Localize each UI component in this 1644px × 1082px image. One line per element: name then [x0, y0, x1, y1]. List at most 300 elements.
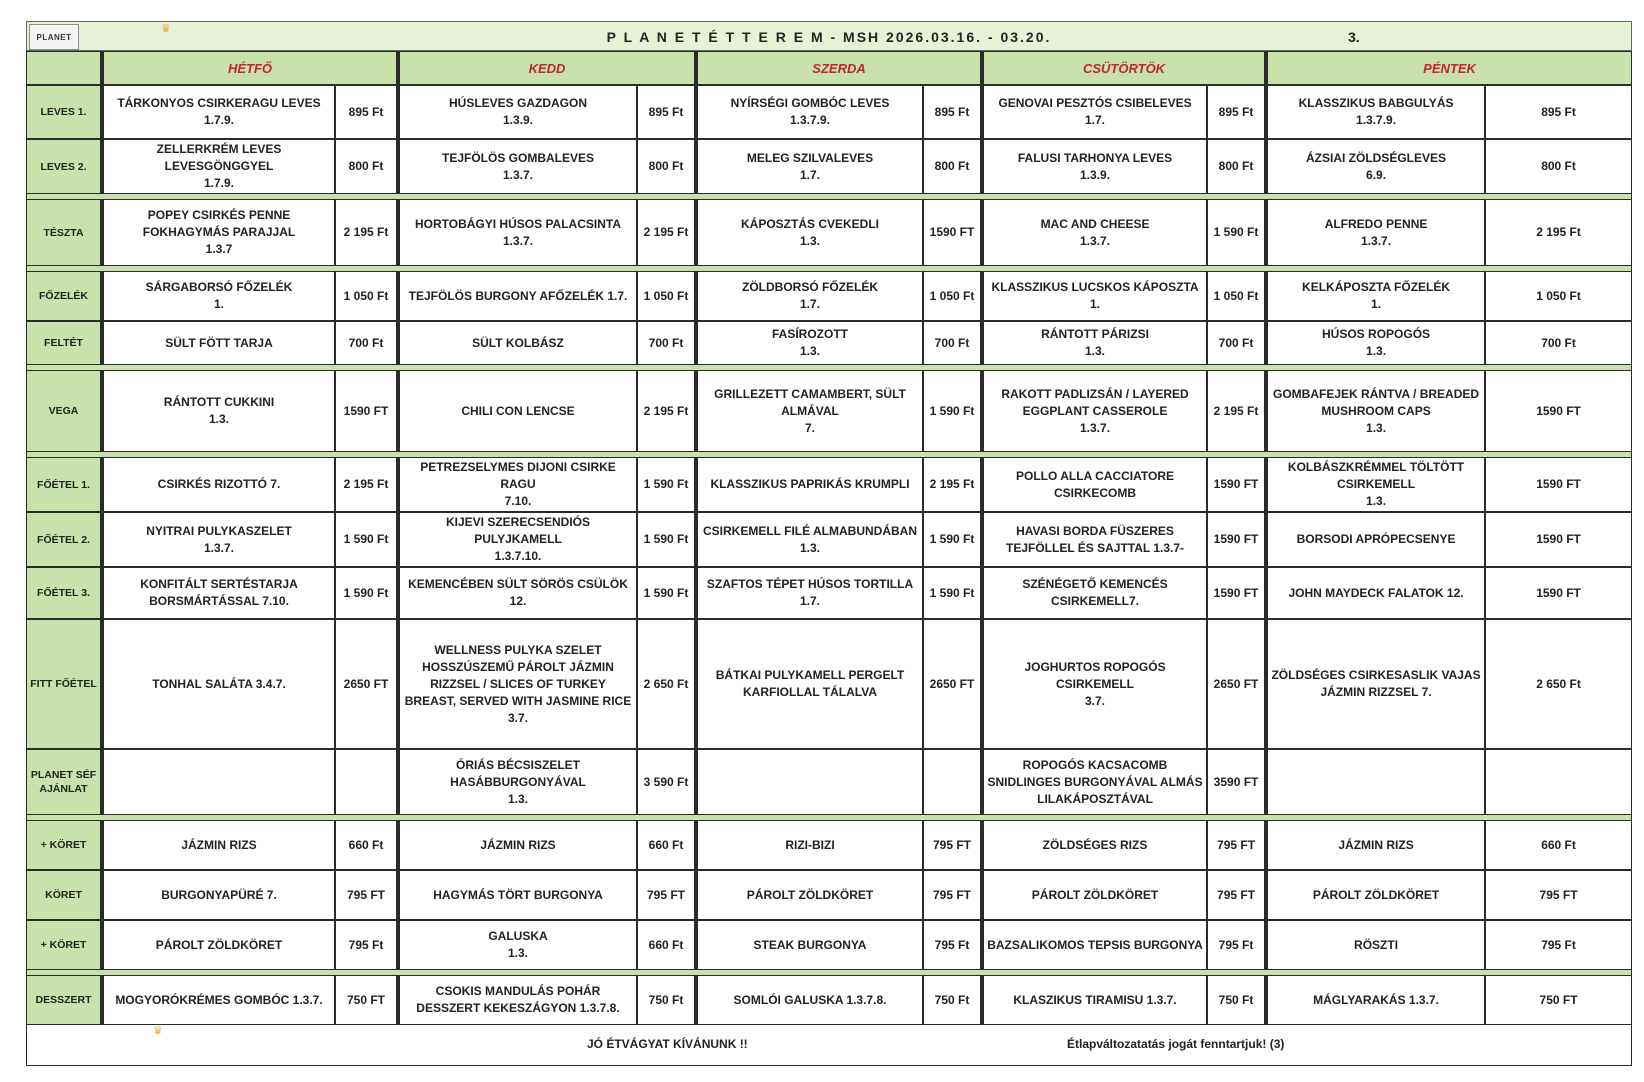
dish-name: ÓRIÁS BÉCSISZELET HASÁBBURGONYÁVAL [450, 757, 586, 789]
dish-price: 795 FT [1485, 870, 1632, 920]
allergen-codes: 1.3.7 [205, 242, 233, 256]
category-label: LEVES 1. [26, 85, 101, 139]
dish-price: 1 050 Ft [335, 271, 397, 321]
dish-name: TÁRKONYOS CSIRKERAGU LEVES [117, 96, 321, 110]
menu-row [26, 139, 1632, 194]
dish-price: 2650 FT [335, 619, 397, 749]
dish-cell [397, 975, 637, 1025]
category-label: + KÖRET [26, 820, 101, 870]
dish-price: 795 FT [637, 870, 695, 920]
category-label: KÖRET [26, 870, 101, 920]
dish-cell [101, 512, 335, 567]
dish-cell [1265, 457, 1485, 512]
allergen-codes: 1.3. [507, 946, 528, 960]
dish-name: PÁROLT ZÖLDKÖRET [1031, 887, 1159, 902]
dish-price: 1 050 Ft [1207, 271, 1265, 321]
dish-name: PÁROLT ZÖLDKÖRET [746, 887, 874, 902]
dish-cell [695, 920, 923, 970]
menu-footer [26, 1025, 1632, 1066]
day-header-5: PÉNTEK [1265, 51, 1632, 85]
dish-name: ZÖLDSÉGES CSIRKESASLIK VAJAS JÁZMIN RIZZSEL 7. [1271, 668, 1481, 699]
day-header-2: KEDD [397, 51, 695, 85]
dish-name: MÁGLYARAKÁS 1.3.7. [1313, 992, 1439, 1007]
dish-cell [981, 370, 1207, 452]
menu-row [26, 370, 1632, 452]
dish-name: ZÖLDSÉGES RIZS [1042, 837, 1148, 852]
dish-cell [1265, 619, 1485, 749]
dish-cell [695, 567, 923, 619]
allergen-codes: 1.3. [1366, 420, 1387, 435]
dish-cell [695, 457, 923, 512]
dish-cell [101, 457, 335, 512]
dish-price: 2 650 Ft [637, 619, 695, 749]
allergen-codes: 6.9. [1366, 167, 1387, 182]
menu-row [26, 870, 1632, 920]
dish-price: 1 050 Ft [1485, 271, 1632, 321]
dish-cell [695, 370, 923, 452]
dish-cell [981, 870, 1207, 920]
dish-cell [981, 512, 1207, 567]
dish-name: HÚSLEVES GAZDAGON [448, 96, 587, 110]
dish-name: RÁNTOTT CUKKINI [163, 395, 275, 409]
dish-name: CSIRKÉS RIZOTTÓ 7. [157, 477, 281, 491]
dish-cell [1265, 370, 1485, 452]
dish-cell [101, 139, 335, 194]
allergen-codes: 1.3.7.9. [1356, 113, 1397, 127]
dish-price: 800 Ft [637, 139, 695, 194]
dish-name: TEJFÖLÖS BURGONY AFŐZELÉK 1.7. [408, 288, 628, 303]
dish-price: 795 FT [923, 820, 981, 870]
allergen-codes: 1.3.7. [1080, 233, 1111, 248]
menu-row [26, 820, 1632, 870]
day-header-row [26, 51, 1632, 85]
menu-row [26, 920, 1632, 970]
dish-cell [101, 199, 335, 266]
menu-header [26, 21, 1632, 51]
menu-row [26, 619, 1632, 749]
menu-row [26, 321, 1632, 365]
dish-cell [981, 619, 1207, 749]
dish-name: GOMBAFEJEK RÁNTVA / BREADED MUSHROOM CAPS [1273, 386, 1480, 418]
dish-price: 1 590 Ft [637, 457, 695, 512]
footer-greeting: JÓ ÉTVÁGYAT KÍVÁNUNK !! [587, 1037, 748, 1051]
category-label: FŐZELÉK [26, 271, 101, 321]
dish-cell [397, 619, 637, 749]
dish-cell [695, 321, 923, 365]
dish-cell [695, 271, 923, 321]
allergen-codes: 1.3.7. [502, 167, 534, 182]
allergen-codes: 1.7.9. [203, 113, 235, 127]
dish-cell [695, 619, 923, 749]
allergen-codes: 1.3.7. [502, 233, 534, 248]
allergen-codes: 1.3. [1366, 494, 1387, 508]
dish-price: 660 Ft [335, 820, 397, 870]
dish-name: NYITRAI PULYKASZELET [146, 523, 292, 538]
dish-cell [981, 85, 1207, 139]
dish-cell [397, 321, 637, 365]
dish-price: 750 Ft [637, 975, 695, 1025]
dish-cell [1265, 749, 1485, 815]
menu-row [26, 512, 1632, 567]
dish-name: JOHN MAYDECK FALATOK 12. [1288, 585, 1464, 600]
allergen-codes: 1.3. [1085, 344, 1106, 358]
menu-row [26, 271, 1632, 321]
dish-price: 1 590 Ft [637, 512, 695, 567]
dish-name: RÖSZTI [1354, 937, 1399, 952]
dish-cell [981, 567, 1207, 619]
allergen-codes: 1.7. [1085, 113, 1106, 127]
dish-cell [397, 199, 637, 266]
dish-price: 795 FT [1207, 870, 1265, 920]
dish-name: KLASSZIKUS LUCSKOS KÁPOSZTA [991, 280, 1199, 294]
dish-price: 1 590 Ft [335, 512, 397, 567]
dish-price: 895 Ft [335, 85, 397, 139]
dish-name: MAC AND CHEESE [1040, 216, 1150, 231]
dish-price: 1590 FT [1207, 457, 1265, 512]
category-label: FITT FŐÉTEL [26, 619, 101, 749]
dish-price: 1 590 Ft [637, 567, 695, 619]
allergen-codes: 1.3.7. [203, 540, 235, 555]
dish-price: 800 Ft [1485, 139, 1632, 194]
dish-name: PETREZSELYMES DIJONI CSIRKE RAGU [420, 460, 616, 491]
dish-price: 800 Ft [923, 139, 981, 194]
dish-price: 895 Ft [1207, 85, 1265, 139]
dish-name: PÁROLT ZÖLDKÖRET [1312, 887, 1440, 902]
dish-name: HAGYMÁS TÖRT BURGONYA [433, 887, 603, 902]
category-label: TÉSZTA [26, 199, 101, 266]
dish-name: BURGONYAPÜRÉ 7. [161, 887, 277, 902]
menu-row [26, 567, 1632, 619]
dish-name: FASÍROZOTT [772, 327, 848, 341]
allergen-codes: 3.7. [1085, 693, 1106, 708]
dish-price: 1590 FT [1485, 457, 1632, 512]
week-number: 3. [1348, 29, 1360, 45]
dish-cell [397, 870, 637, 920]
dish-price: 1590 FT [923, 199, 981, 266]
category-label: FŐÉTEL 3. [26, 567, 101, 619]
dish-name: GALUSKA [488, 929, 548, 943]
dish-name: SÁRGABORSÓ FŐZELÉK [145, 280, 293, 294]
dish-price: 1 590 Ft [335, 567, 397, 619]
dish-cell [981, 139, 1207, 194]
dish-name: HORTOBÁGYI HÚSOS PALACSINTA [414, 216, 621, 231]
dish-cell [397, 512, 637, 567]
dish-cell [1265, 199, 1485, 266]
dish-name: ALFREDO PENNE [1324, 216, 1428, 231]
dish-price: 795 Ft [335, 920, 397, 970]
dish-name: ÁZSIAI ZÖLDSÉGLEVES [1306, 150, 1447, 165]
dish-cell [101, 749, 335, 815]
dish-cell [397, 139, 637, 194]
dish-cell [981, 271, 1207, 321]
dish-cell [695, 870, 923, 920]
category-label: FELTÉT [26, 321, 101, 365]
dish-price: 750 FT [335, 975, 397, 1025]
allergen-codes: 1.7. [799, 297, 820, 311]
weekly-menu-table [26, 51, 1632, 1025]
dish-cell [397, 85, 637, 139]
dish-price: 895 Ft [923, 85, 981, 139]
dish-cell [1265, 271, 1485, 321]
dish-name: BORSODI APRÓPECSENYE [1296, 532, 1456, 546]
allergen-codes: 1. [1371, 297, 1382, 311]
allergen-codes: 1.7.9. [203, 176, 235, 190]
dish-cell [695, 139, 923, 194]
dish-name: KEMENCÉBEN SÜLT SÖRÖS CSÜLÖK 12. [408, 577, 628, 608]
dish-price: 800 Ft [335, 139, 397, 194]
dish-price: 1 590 Ft [923, 512, 981, 567]
dish-cell [981, 199, 1207, 266]
dish-name: RAKOTT PADLIZSÁN / LAYERED EGGPLANT CASSEROLE [1001, 386, 1189, 418]
dish-name: SZÉNÉGETŐ KEMENCÉS CSIRKEMELL7. [1022, 577, 1168, 608]
dish-cell [101, 321, 335, 365]
dish-price: 750 Ft [923, 975, 981, 1025]
allergen-codes: 1.3.9. [1080, 167, 1111, 182]
dish-price: 750 FT [1485, 975, 1632, 1025]
menu-row [26, 85, 1632, 139]
dish-name: KIJEVI SZERECSENDIÓS PULYJKAMELL [445, 515, 591, 546]
dish-price: 795 Ft [923, 920, 981, 970]
menu-row [26, 975, 1632, 1025]
dish-price: 2 195 Ft [1485, 199, 1632, 266]
dish-cell [1265, 920, 1485, 970]
dish-price [1485, 749, 1632, 815]
dish-name: POPEY CSIRKÉS PENNE FOKHAGYMÁS PARAJJAL [142, 208, 296, 239]
dish-name: BAZSALIKOMOS TEPSIS BURGONYA [987, 937, 1203, 952]
menu-row [26, 749, 1632, 815]
dish-cell [397, 749, 637, 815]
dish-price: 2 650 Ft [1485, 619, 1632, 749]
dish-name: RÁNTOTT PÁRIZSI [1041, 327, 1149, 341]
dish-price: 2650 FT [923, 619, 981, 749]
dish-price: 2 195 Ft [923, 457, 981, 512]
dish-name: CSIRKEMELL FILÉ ALMABUNDÁBAN [703, 523, 917, 538]
dish-cell [1265, 975, 1485, 1025]
dish-price: 1590 FT [1485, 512, 1632, 567]
dish-price: 700 Ft [335, 321, 397, 365]
dish-name: TONHAL SALÁTA 3.4.7. [152, 676, 286, 691]
dish-cell [397, 820, 637, 870]
allergen-codes: 1.3.7. [1361, 233, 1392, 248]
dish-name: KOLBÁSZKRÉMMEL TÖLTÖTT CSIRKEMELL [1287, 460, 1465, 491]
allergen-codes: 1.3. [799, 540, 820, 555]
dish-name: ZELLERKRÉM LEVES LEVESGÖNGGYEL [156, 142, 282, 173]
allergen-codes: 1.3. [799, 344, 820, 358]
dish-name: JOGHURTOS ROPOGÓS CSIRKEMELL [1024, 659, 1166, 691]
planet-logo: PLANET [29, 24, 79, 50]
dish-cell [101, 85, 335, 139]
allergen-codes: 1.3.7. [1080, 420, 1111, 435]
dish-price: 700 Ft [1485, 321, 1632, 365]
category-label: PLANET SÉF AJÁNLAT [26, 749, 101, 815]
day-header-4: CSÜTÖRTÖK [981, 51, 1265, 85]
dish-cell [101, 920, 335, 970]
dish-name: KLASZIKUS TIRAMISU 1.3.7. [1013, 992, 1177, 1007]
dish-price: 660 Ft [637, 920, 695, 970]
dish-cell [397, 457, 637, 512]
dish-cell [101, 619, 335, 749]
dish-cell [981, 920, 1207, 970]
dish-name: KÁPOSZTÁS CVEKEDLI [740, 216, 879, 231]
allergen-codes: 1.3. [208, 412, 229, 426]
dish-cell [1265, 567, 1485, 619]
dish-cell [397, 920, 637, 970]
allergen-codes: 1.3.7.10. [494, 549, 542, 563]
dish-cell [981, 321, 1207, 365]
dish-price: 2 195 Ft [637, 370, 695, 452]
category-label: FŐÉTEL 2. [26, 512, 101, 567]
category-label: LEVES 2. [26, 139, 101, 194]
dish-name: CHILI CON LENCSE [461, 403, 575, 418]
dish-price: 2 195 Ft [335, 457, 397, 512]
dish-name: ZÖLDBORSÓ FŐZELÉK [742, 280, 878, 294]
dish-price: 1590 FT [1207, 567, 1265, 619]
dish-cell [695, 749, 923, 815]
dish-name: SOMLÓI GALUSKA 1.3.7.8. [733, 992, 887, 1007]
dish-cell [101, 975, 335, 1025]
dish-price: 2 195 Ft [637, 199, 695, 266]
dish-cell [1265, 512, 1485, 567]
allergen-codes: 1.3.9. [502, 113, 534, 127]
dish-price: 700 Ft [637, 321, 695, 365]
category-label: DESSZERT [26, 975, 101, 1025]
dish-price: 2 195 Ft [1207, 370, 1265, 452]
dish-price: 700 Ft [923, 321, 981, 365]
dish-name: SÜLT KOLBÁSZ [472, 335, 564, 350]
dish-name: TEJFÖLÖS GOMBALEVES [441, 150, 594, 165]
allergen-codes: 1. [213, 297, 224, 311]
dish-cell [101, 870, 335, 920]
allergen-codes: 1.3.7.9. [789, 113, 831, 127]
dish-price: 2650 FT [1207, 619, 1265, 749]
dish-price: 1590 FT [1207, 512, 1265, 567]
dish-price: 660 Ft [637, 820, 695, 870]
dish-name: JÁZMIN RIZS [480, 837, 556, 852]
dish-cell [981, 457, 1207, 512]
dish-price: 800 Ft [1207, 139, 1265, 194]
category-label: FŐÉTEL 1. [26, 457, 101, 512]
dish-price: 750 Ft [1207, 975, 1265, 1025]
dish-name: FALUSI TARHONYA LEVES [1017, 150, 1173, 165]
day-header-1: HÉTFŐ [101, 51, 397, 85]
dish-name: GENOVAI PESZTÓS CSIBELEVES [998, 96, 1192, 110]
dish-name: POLLO ALLA CACCIATORE CSIRKECOMB [1016, 468, 1175, 500]
dish-name: GRILLEZETT CAMAMBERT, SÜLT ALMÁVAL [714, 386, 906, 418]
dish-price: 1 050 Ft [637, 271, 695, 321]
menu-row [26, 199, 1632, 266]
crown-icon: ♛ [153, 1025, 163, 1037]
dish-price: 660 Ft [1485, 820, 1632, 870]
dish-name: BÁTKAI PULYKAMELL PERGELT KARFIOLLAL TÁLALVA [715, 668, 905, 699]
dish-name: RIZI-BIZI [785, 837, 835, 852]
dish-cell [101, 567, 335, 619]
dish-cell [101, 820, 335, 870]
dish-price: 3590 FT [1207, 749, 1265, 815]
dish-cell [695, 85, 923, 139]
dish-cell [981, 975, 1207, 1025]
dish-price: 3 590 Ft [637, 749, 695, 815]
allergen-codes: 1.3. [799, 233, 820, 248]
dish-cell [981, 820, 1207, 870]
dish-cell [695, 512, 923, 567]
dish-name: MOGYORÓKRÉMES GOMBÓC 1.3.7. [115, 992, 323, 1007]
dish-price: 795 Ft [1207, 920, 1265, 970]
dish-price [335, 749, 397, 815]
dish-cell [1265, 870, 1485, 920]
footer-notice: Étlapváltozatatás jogát fenntartjuk! (3) [1067, 1037, 1285, 1051]
dish-cell [1265, 85, 1485, 139]
dish-price: 795 Ft [1485, 920, 1632, 970]
dish-name: JÁZMIN RIZS [181, 837, 257, 852]
category-label: + KÖRET [26, 920, 101, 970]
dish-name: KLASSZIKUS BABGULYÁS [1298, 96, 1454, 110]
category-label: VEGA [26, 370, 101, 452]
allergen-codes: 1. [1090, 297, 1101, 311]
dish-name: WELLNESS PULYKA SZELET HOSSZÚSZEMŰ PÁROLT JÁZMIN RIZZSEL / SLICES OF TURKEY BREAST, SERVED WITH JASMINE RICE [404, 642, 632, 708]
dish-name: CSOKIS MANDULÁS POHÁR DESSZERT KEKESZÁGYON 1.3.7.8. [416, 984, 620, 1015]
menu-row [26, 457, 1632, 512]
dish-name: SÜLT FÖTT TARJA [165, 335, 273, 350]
dish-name: SZAFTOS TÉPET HÚSOS TORTILLA 1.7. [706, 577, 914, 608]
allergen-codes: 1.7. [799, 167, 820, 182]
dish-cell [101, 370, 335, 452]
dish-cell [695, 975, 923, 1025]
dish-cell [1265, 321, 1485, 365]
day-header-3: SZERDA [695, 51, 981, 85]
dish-price: 795 FT [1207, 820, 1265, 870]
dish-name: HAVASI BORDA FÜSZERES TEJFÖLLEL ÉS SAJTTAL 1.3.7- [1005, 523, 1185, 555]
allergen-codes: 1.3. [1366, 344, 1387, 358]
corner-cell [26, 51, 101, 85]
dish-name: NYÍRSÉGI GOMBÓC LEVES [730, 96, 890, 110]
dish-cell [1265, 139, 1485, 194]
dish-cell [695, 199, 923, 266]
allergen-codes: 7. [804, 420, 815, 435]
dish-price: 795 FT [335, 870, 397, 920]
menu-title: P L A N E T É T T E R E M - MSH 2026.03.16. - 03.20. [606, 29, 1052, 45]
dish-cell [397, 567, 637, 619]
dish-name: KLASSZIKUS PAPRIKÁS KRUMPLI [710, 477, 910, 491]
dish-price: 1590 FT [335, 370, 397, 452]
dish-price: 1 590 Ft [923, 370, 981, 452]
dish-name: ROPOGÓS KACSACOMB SNIDLINGES BURGONYÁVAL ALMÁS LILAKÁPOSZTÁVAL [987, 757, 1203, 806]
dish-name: STEAK BURGONYA [753, 937, 867, 952]
dish-price [923, 749, 981, 815]
dish-cell [695, 820, 923, 870]
dish-price: 2 195 Ft [335, 199, 397, 266]
dish-price: 1 590 Ft [1207, 199, 1265, 266]
dish-cell [1265, 820, 1485, 870]
dish-cell [981, 749, 1207, 815]
dish-cell [101, 271, 335, 321]
dish-price: 795 FT [923, 870, 981, 920]
dish-name: KELKÁPOSZTA FŐZELÉK [1302, 280, 1451, 294]
allergen-codes: 1.3. [507, 791, 528, 806]
dish-name: HÚSOS ROPOGÓS [1322, 327, 1431, 341]
dish-price: 1590 FT [1485, 567, 1632, 619]
dish-price: 895 Ft [637, 85, 695, 139]
dish-cell [397, 271, 637, 321]
menu-sheet [26, 21, 1632, 1066]
dish-name: KONFITÁLT SERTÉSTARJA BORSMÁRTÁSSAL 7.10. [140, 577, 298, 608]
dish-price: 1 590 Ft [923, 567, 981, 619]
dish-price: 1590 FT [1485, 370, 1632, 452]
crown-icon: ♛ [161, 23, 171, 35]
dish-name: PÁROLT ZÖLDKÖRET [155, 937, 283, 952]
dish-name: MELEG SZILVALEVES [746, 150, 874, 165]
dish-price: 1 050 Ft [923, 271, 981, 321]
dish-price: 895 Ft [1485, 85, 1632, 139]
